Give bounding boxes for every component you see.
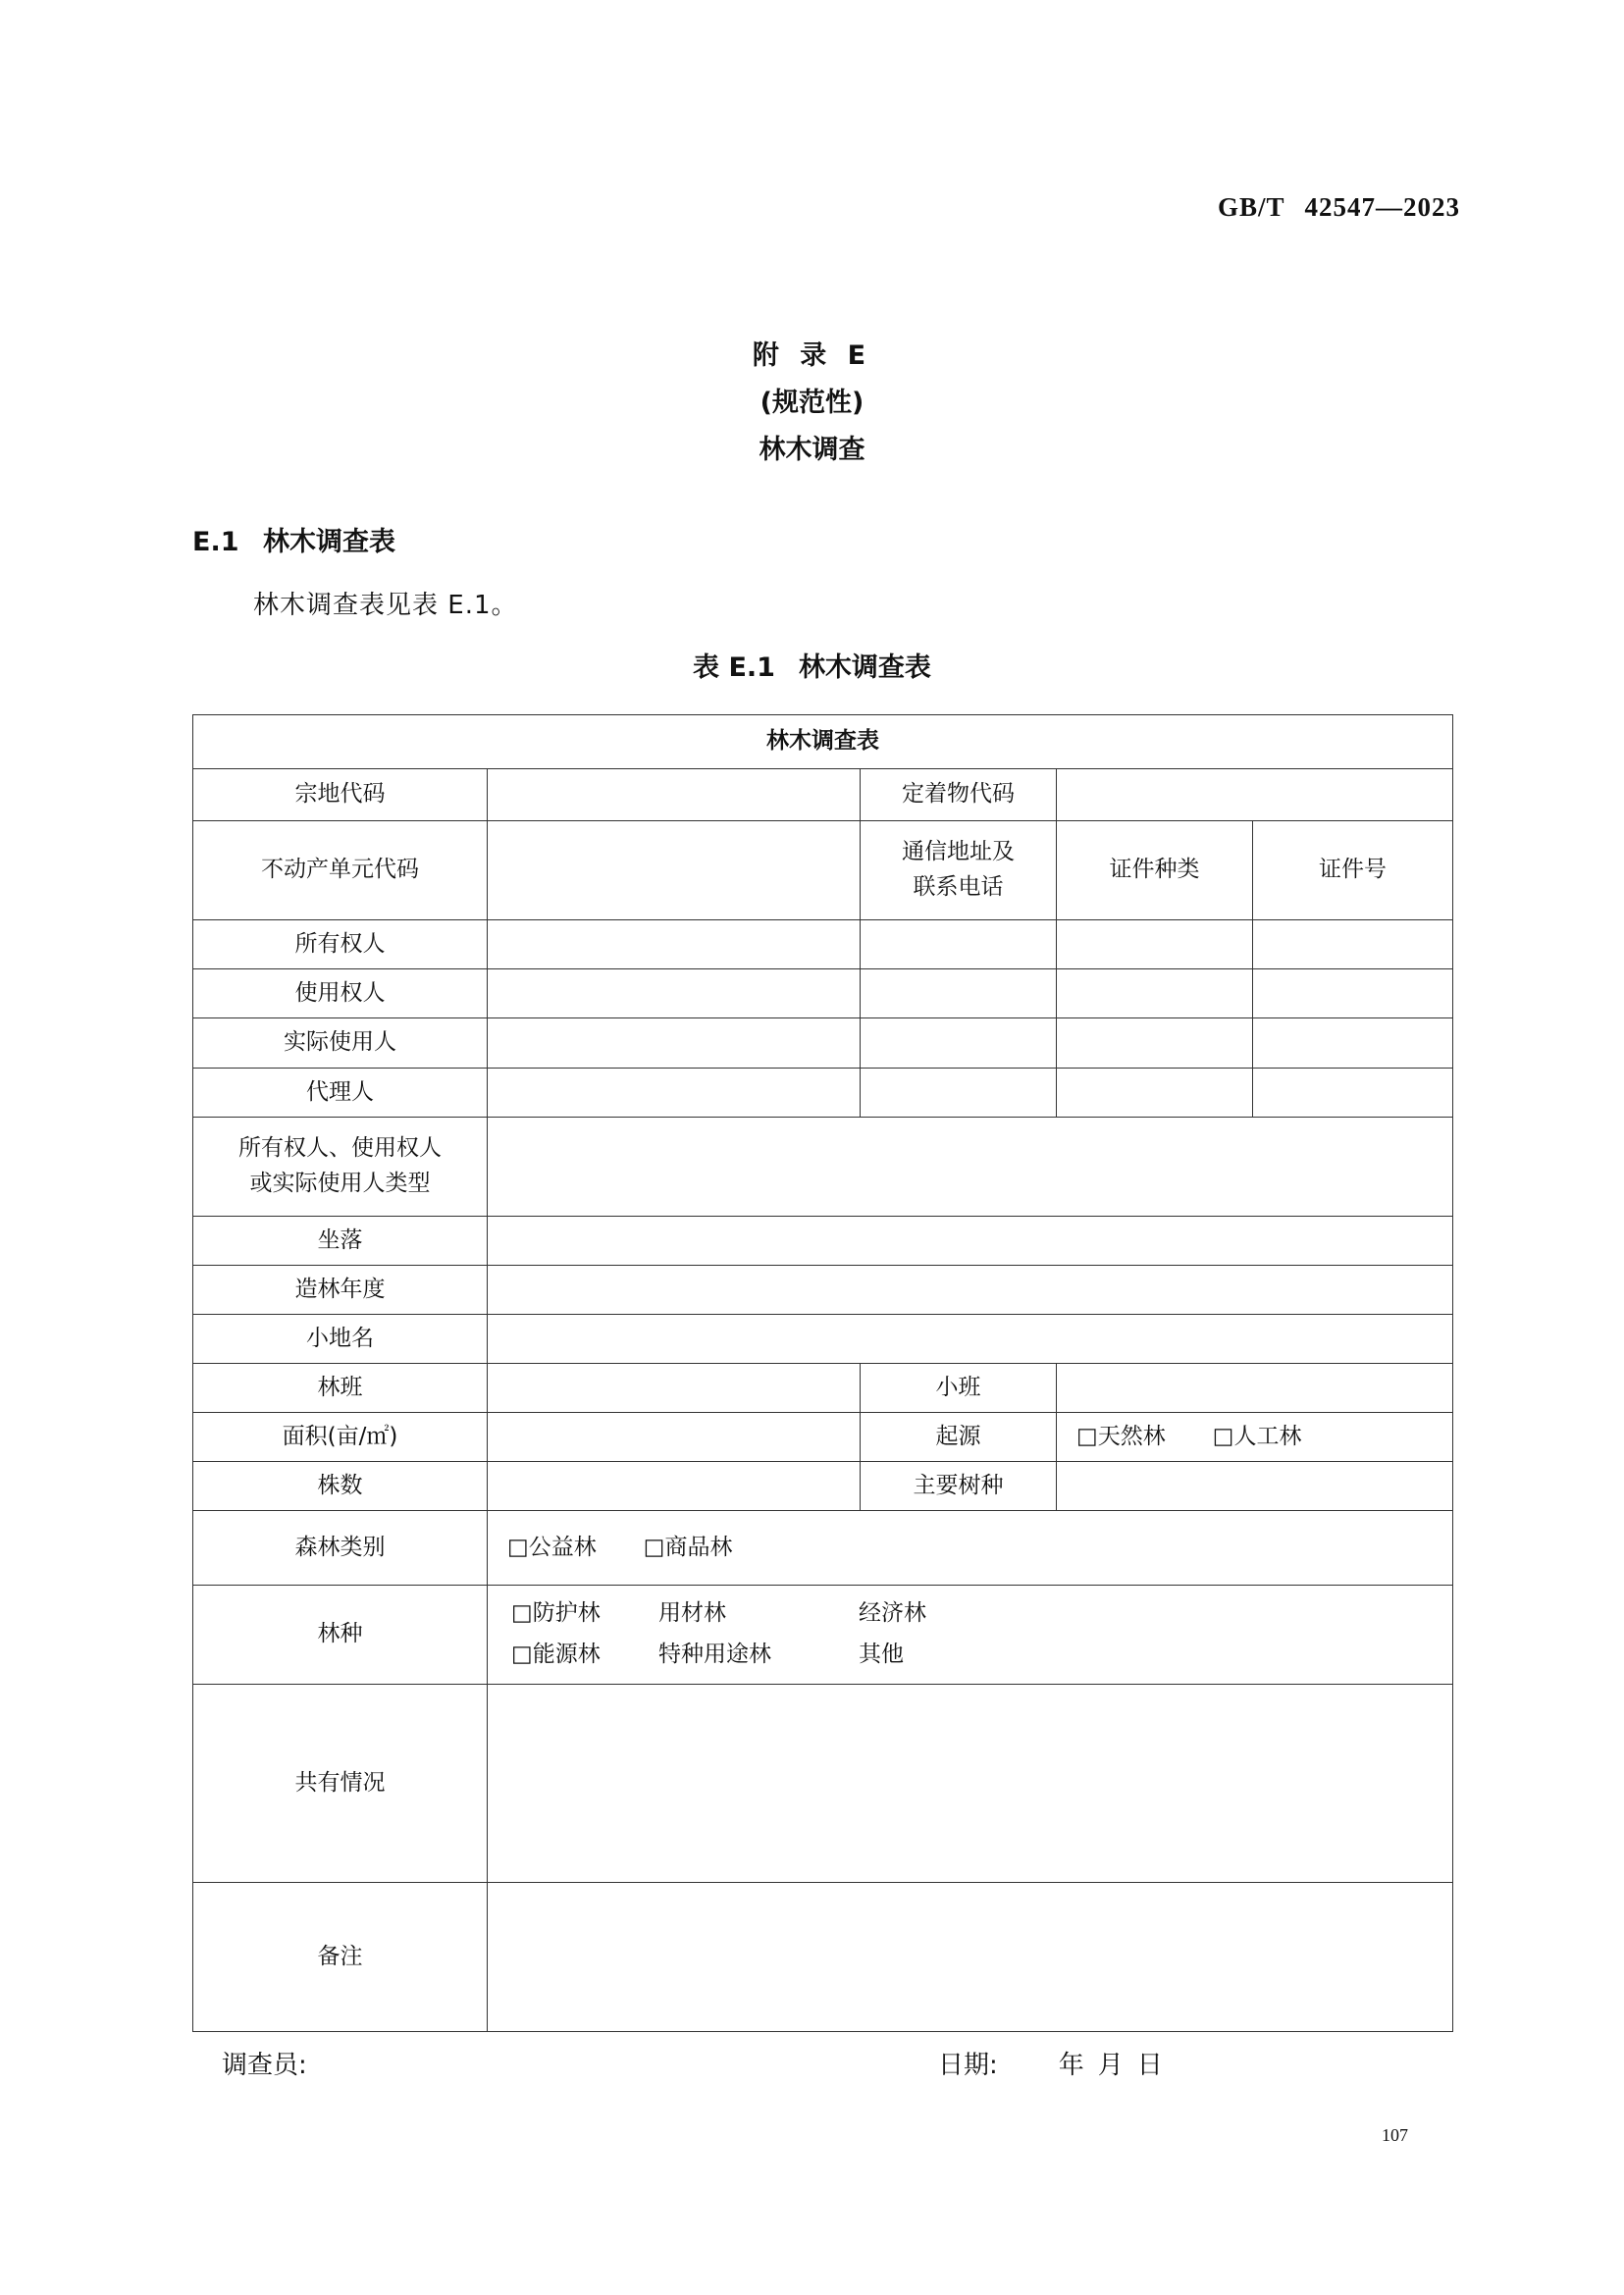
table-row (193, 1018, 1453, 1069)
appendix-label: 附 录 E (752, 340, 872, 371)
holder-type-field[interactable] (488, 1118, 1453, 1217)
user-right-holder-id-number-field[interactable] (1253, 969, 1453, 1018)
form-title-row (193, 715, 1453, 769)
forest-compartment-field[interactable] (488, 1364, 861, 1413)
energy-forest-checkbox[interactable]: □能源林 (511, 1642, 601, 1667)
table-row (193, 1069, 1453, 1118)
contact-header-line1: 通信地址及 (902, 839, 1015, 865)
table-row (193, 1883, 1453, 2032)
agent-contact-field[interactable] (861, 1069, 1057, 1118)
actual-user-id-type-field[interactable] (1057, 1018, 1253, 1069)
table-row (193, 1315, 1453, 1364)
main-species-label: 主要树种 (861, 1462, 1057, 1511)
holder-type-label (193, 1118, 488, 1217)
special-purpose-forest-option[interactable]: 特种用途林 (658, 1642, 771, 1667)
economic-forest-option[interactable]: 经济林 (859, 1600, 926, 1627)
table-number: 表 E.1 (693, 652, 775, 683)
agent-id-number-field[interactable] (1253, 1069, 1453, 1118)
table-title: 林木调查表 (798, 652, 931, 683)
table-row (193, 821, 1453, 920)
id-number-header: 证件号 (1253, 821, 1453, 920)
area-field[interactable] (488, 1413, 861, 1462)
user-right-holder-name-field[interactable] (488, 969, 861, 1018)
public-welfare-forest-checkbox[interactable]: □公益林 (507, 1534, 597, 1560)
sub-compartment-field[interactable] (1057, 1364, 1453, 1413)
actual-user-name-field[interactable] (488, 1018, 861, 1069)
owner-id-number-field[interactable] (1253, 920, 1453, 969)
owner-label: 所有权人 (193, 920, 488, 969)
location-label: 坐落 (193, 1217, 488, 1266)
section-number: E.1 (192, 527, 239, 557)
parcel-code-field[interactable] (488, 769, 861, 821)
forest-category-label: 森林类别 (193, 1511, 488, 1586)
sub-compartment-label: 小班 (861, 1364, 1057, 1413)
place-name-label: 小地名 (193, 1315, 488, 1364)
area-label: 面积(亩/㎡) (193, 1413, 488, 1462)
forest-type-label: 林种 (193, 1586, 488, 1685)
table-row (193, 1364, 1453, 1413)
user-right-holder-contact-field[interactable] (861, 969, 1057, 1018)
table-row (193, 920, 1453, 969)
table-row (193, 1685, 1453, 1883)
location-field[interactable] (488, 1217, 1453, 1266)
table-row (193, 1511, 1453, 1586)
intro-paragraph: 林木调查表见表 E.1。 (253, 591, 518, 620)
forest-survey-form (192, 714, 1453, 2032)
agent-id-type-field[interactable] (1057, 1069, 1253, 1118)
place-name-field[interactable] (488, 1315, 1453, 1364)
co-ownership-field[interactable] (488, 1685, 1453, 1883)
forest-category-options (488, 1511, 1453, 1586)
protection-forest-checkbox[interactable]: □防护林 (511, 1600, 601, 1627)
date-units: 年月日 (1058, 2051, 1177, 2080)
table-row (193, 1266, 1453, 1315)
forest-compartment-label: 林班 (193, 1364, 488, 1413)
user-right-holder-label: 使用权人 (193, 969, 488, 1018)
page-number: 107 (1382, 2125, 1408, 2145)
fixture-code-label: 定着物代码 (861, 769, 1057, 821)
table-caption (0, 646, 1624, 684)
parcel-code-label: 宗地代码 (193, 769, 488, 821)
co-ownership-label: 共有情况 (193, 1685, 488, 1883)
surveyor-label: 调查员: (222, 2051, 307, 2080)
agent-name-field[interactable] (488, 1069, 861, 1118)
remarks-field[interactable] (488, 1883, 1453, 2032)
date-line (938, 2045, 1177, 2081)
actual-user-label: 实际使用人 (193, 1018, 488, 1069)
section-heading (192, 520, 395, 558)
timber-forest-option[interactable]: 用材林 (658, 1600, 726, 1627)
table-row (193, 1217, 1453, 1266)
holder-type-line1: 所有权人、使用权人 (238, 1135, 442, 1162)
date-label: 日期: (938, 2051, 998, 2080)
user-right-holder-id-type-field[interactable] (1057, 969, 1253, 1018)
id-type-header: 证件种类 (1057, 821, 1253, 920)
actual-user-id-number-field[interactable] (1253, 1018, 1453, 1069)
contact-header (861, 821, 1057, 920)
agent-label: 代理人 (193, 1069, 488, 1118)
remarks-label: 备注 (193, 1883, 488, 2032)
forest-type-options (488, 1586, 1453, 1685)
other-option[interactable]: 其他 (859, 1642, 904, 1667)
holder-type-line2: 或实际使用人类型 (249, 1171, 431, 1196)
tree-count-field[interactable] (488, 1462, 861, 1511)
origin-natural-checkbox[interactable]: □天然林 (1076, 1423, 1166, 1449)
afforestation-year-field[interactable] (488, 1266, 1453, 1315)
owner-id-type-field[interactable] (1057, 920, 1253, 969)
table-row (193, 969, 1453, 1018)
unit-code-field[interactable] (488, 821, 861, 920)
contact-header-line2: 联系电话 (913, 874, 1004, 900)
actual-user-contact-field[interactable] (861, 1018, 1057, 1069)
standard-number: 42547—2023 (1304, 192, 1460, 222)
form-title: 林木调查表 (193, 715, 1453, 769)
appendix-title: 林木调查 (759, 435, 865, 465)
appendix-normative: (规范性) (760, 388, 864, 418)
origin-label: 起源 (861, 1413, 1057, 1462)
standard-prefix: GB/T (1217, 192, 1285, 222)
standard-code (1218, 192, 1460, 223)
origin-planted-checkbox[interactable]: □人工林 (1212, 1423, 1302, 1449)
commercial-forest-checkbox[interactable]: □商品林 (643, 1534, 733, 1560)
main-species-field[interactable] (1057, 1462, 1453, 1511)
origin-options (1057, 1413, 1453, 1462)
afforestation-year-label: 造林年度 (193, 1266, 488, 1315)
table-row (193, 1462, 1453, 1511)
table-row (193, 1413, 1453, 1462)
owner-name-field[interactable] (488, 920, 861, 969)
table-row (193, 1118, 1453, 1217)
owner-contact-field[interactable] (861, 920, 1057, 969)
fixture-code-field[interactable] (1057, 769, 1453, 821)
unit-code-label: 不动产单元代码 (193, 821, 488, 920)
table-row (193, 1586, 1453, 1685)
tree-count-label: 株数 (193, 1462, 488, 1511)
table-row (193, 769, 1453, 821)
section-title: 林木调查表 (263, 527, 395, 557)
